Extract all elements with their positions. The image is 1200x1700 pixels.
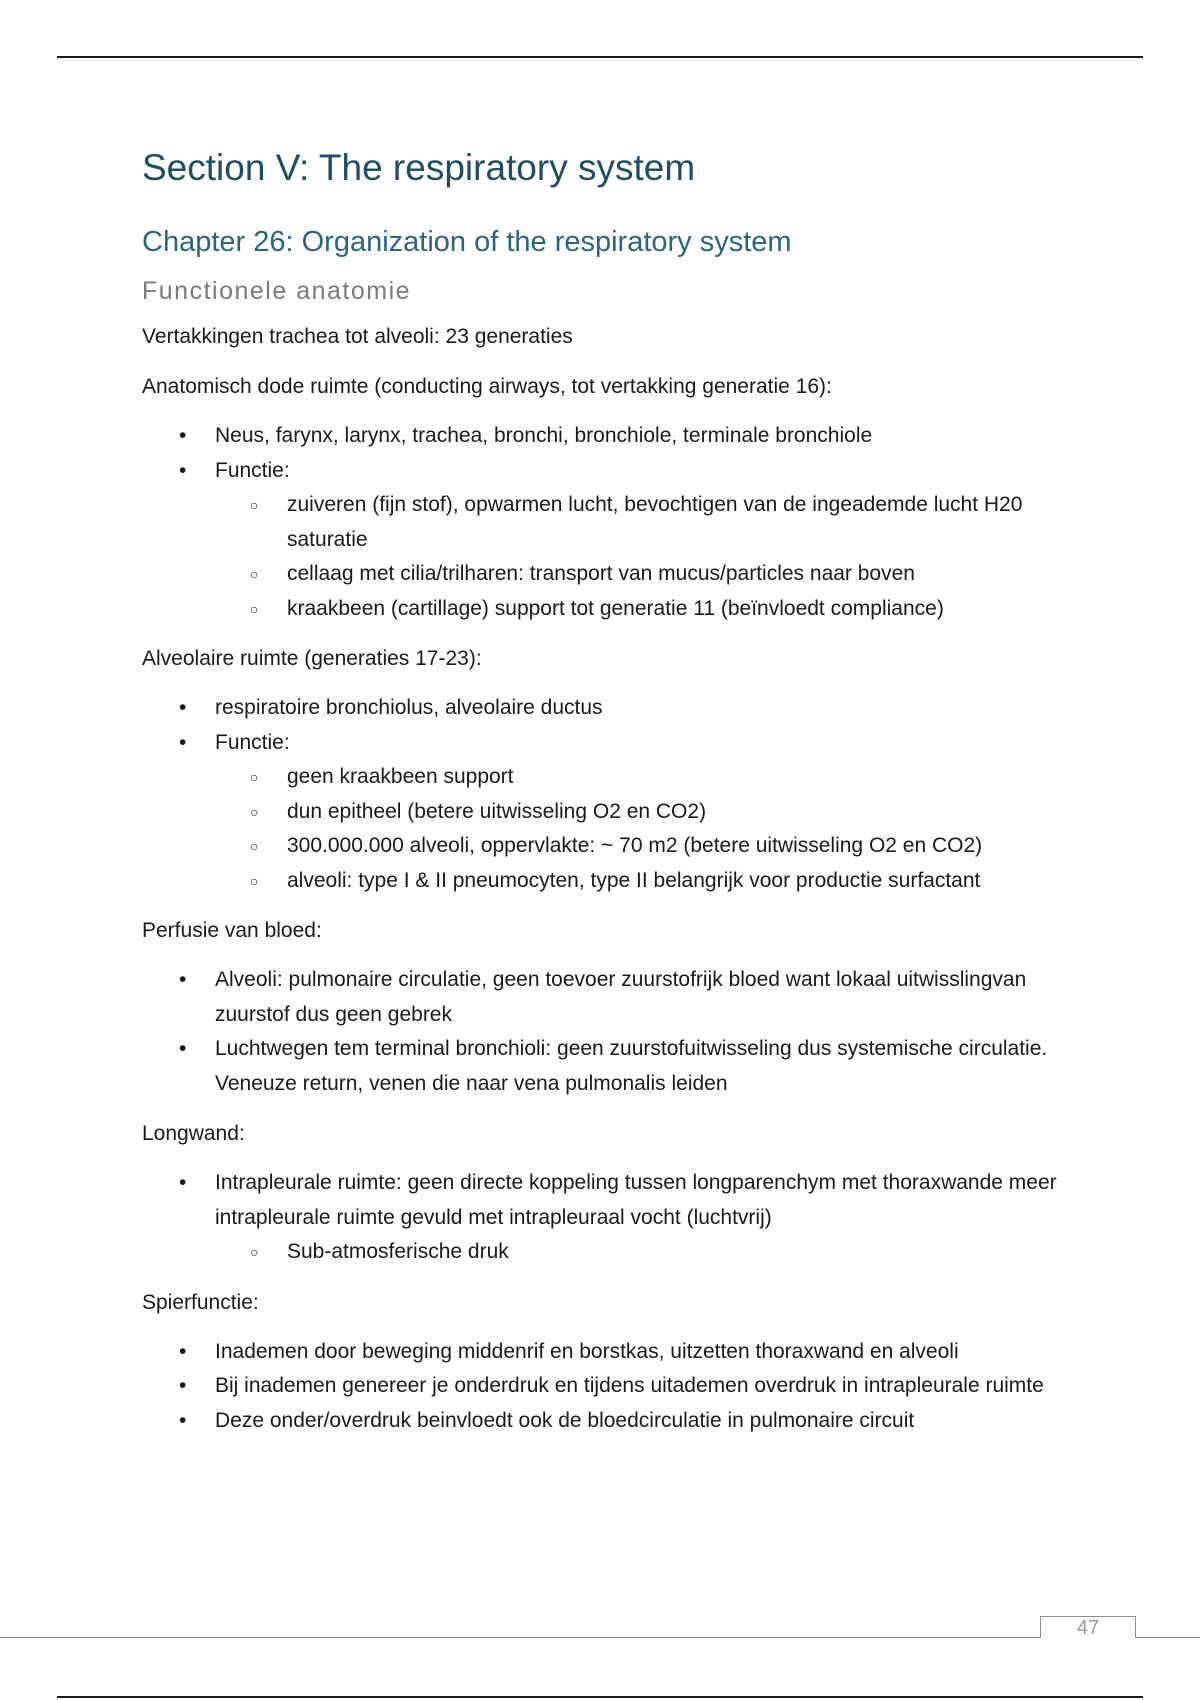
bullet-text: Inademen door beweging middenrif en borstkas, uitzetten thoraxwand en alveoli [215, 1339, 959, 1363]
chapter-title: Chapter 26: Organization of the respiratory system [142, 226, 792, 258]
bullet-item [215, 1166, 1082, 1270]
bullet-item [215, 963, 1082, 1032]
bullet-text: Luchtwegen tem terminal bronchioli: geen zuurstofuitwisseling dus systemische circulatie. Veneuze return, venen die naar vena pulmonalis leiden [215, 1037, 1048, 1095]
sub-bullet-item: ○ cellaag met cilia/trilharen: transport van mucus/particles naar boven [287, 557, 1082, 592]
sub-bullet-item: ○ geen kraakbeen support [287, 760, 1082, 795]
bullet-list [142, 691, 1082, 898]
sub-bullet-list [215, 760, 1082, 898]
bullet-text: Intrapleurale ruimte: geen directe koppeling tussen longparenchym met thoraxwande meer intrapleurale ruimte gevuld met intrapleuraal vocht (luchtvrij) [215, 1171, 1057, 1229]
bullet-item [215, 1032, 1082, 1101]
sections-container [142, 369, 1082, 1438]
sub-bullet-item: ○ alveoli: type I & II pneumocyten, type II belangrijk voor productie surfactant [287, 864, 1082, 899]
page-number: 47 [1040, 1616, 1136, 1638]
section-heading: Alveolaire ruimte (generaties 17-23): [142, 647, 482, 670]
section-heading: Longwand: [142, 1122, 245, 1145]
bullet-item [215, 726, 1082, 899]
bullet-list [142, 1166, 1082, 1270]
section-title: Section V: The respiratory system [142, 147, 696, 188]
bullet-list [142, 419, 1082, 626]
sub-bullet-item: ○ dun epitheel (betere uitwisseling O2 en CO2) [287, 795, 1082, 830]
bullet-list [142, 1335, 1082, 1439]
bullet-text: Neus, farynx, larynx, trachea, bronchi, bronchiole, terminale bronchiole [215, 424, 873, 447]
bullet-text: Deze onder/overdruk beinvloedt ook de bloedcirculatie in pulmonaire circuit [215, 1408, 915, 1432]
header-rule [57, 56, 1143, 58]
bullet-text: Bij inademen genereer je onderdruk en tijdens uitademen overdruk in intrapleurale ruimte [215, 1374, 1044, 1397]
section-heading: Perfusie van bloed: [142, 919, 322, 942]
bullet-item [215, 1404, 1082, 1439]
bottom-rule [57, 1696, 1143, 1698]
bullet-text: Functie: [215, 730, 290, 754]
sub-bullet-list [215, 488, 1082, 626]
sub-bullet-item: ○ zuiveren (fijn stof), opwarmen lucht, bevochtigen van de ingeademde lucht H20 saturatie [287, 488, 1082, 557]
document-body [142, 140, 1082, 1453]
bullet-item [215, 454, 1082, 627]
bullet-item [215, 419, 1082, 454]
sub-bullet-item: ○ Sub-atmosferische druk [287, 1235, 1082, 1270]
bullet-text: Functie: [215, 458, 290, 482]
bullet-item [215, 1369, 1082, 1404]
section-heading: Anatomisch dode ruimte (conducting airways, tot vertakking generatie 16): [142, 375, 832, 398]
bullet-item [215, 691, 1082, 726]
section-heading: Spierfunctie: [142, 1290, 259, 1314]
footer-rule [0, 1637, 1040, 1638]
bullet-item [215, 1335, 1082, 1370]
intro-paragraph: Vertakkingen trachea tot alveoli: 23 generaties [142, 325, 573, 348]
sub-bullet-item: ○ kraakbeen (cartillage) support tot generatie 11 (beïnvloedt compliance) [287, 592, 1082, 627]
bullet-text: Alveoli: pulmonaire circulatie, geen toevoer zuurstofrijk bloed want lokaal uitwisslingvan zuurstof dus geen gebrek [215, 968, 1027, 1026]
bullet-list [142, 963, 1082, 1101]
footer-rule-right [1136, 1637, 1200, 1638]
subheading: Functionele anatomie [142, 277, 412, 305]
sub-bullet-list [215, 1235, 1082, 1270]
sub-bullet-item: ○ 300.000.000 alveoli, oppervlakte: ~ 70 m2 (betere uitwisseling O2 en CO2) [287, 829, 1082, 864]
bullet-text: respiratoire bronchiolus, alveolaire ductus [215, 696, 603, 719]
